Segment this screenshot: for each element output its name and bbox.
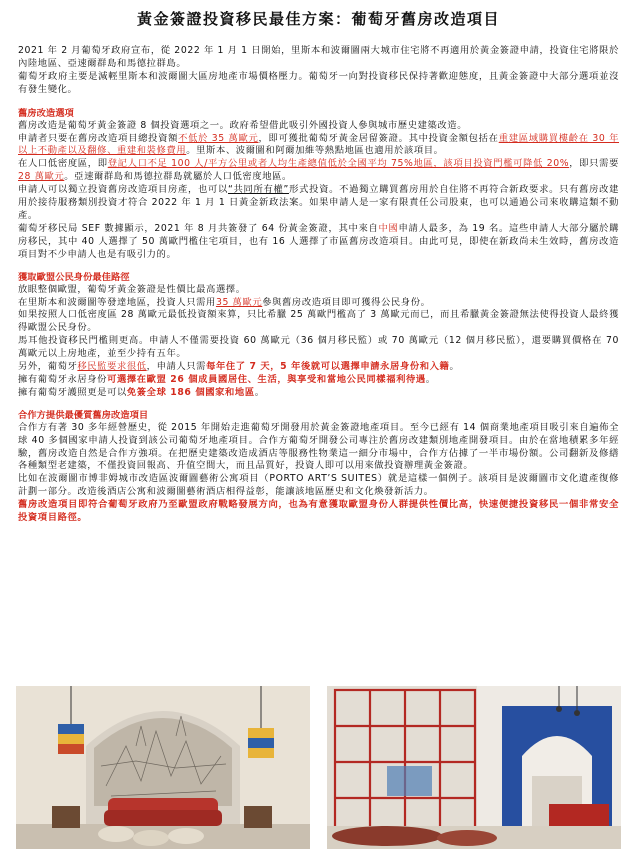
s2-line-5: 另外，葡萄牙移民監要求很低，申請人只需每年住了 7 天，5 年後就可以選擇申請永居身份和入籍。 xyxy=(18,361,460,373)
highlight-280k: 28 萬歐元 xyxy=(18,171,65,183)
spacer xyxy=(18,262,619,271)
highlight-co-ownership: “共同所有權” xyxy=(228,184,289,196)
highlight-residency-low: 移民監要求很低 xyxy=(77,361,147,373)
s2-line-4: 馬耳他投資移民門檻則更高。申請人不僅需要投資 60 萬歐元（36 個月移民監）或 70 萬歐元（12 個月移民監），還要購買價格在 70 萬歐元以上房地產，並至少持有五年。 xyxy=(18,335,619,360)
spacer xyxy=(18,97,619,107)
highlight-low-density: 登記人口不足 100 人/平方公里或者人均生產總值低於全國平均 75%地區，該項目投資門檻可降低 20% xyxy=(107,158,570,170)
highlight-china: 中國 xyxy=(378,222,399,234)
s1-paragraph-2: 申請者只要在舊房改造項目總投資額不低於 35 萬歐元，即可獲批葡萄牙黃金居留簽證。其中投資金額包括在重建區域購買樓齡在 30 年以上不動產以及翻修、重建和裝修費用。里斯本、波爾圖和阿爾加維等熱點地區也適用於該項目。 xyxy=(18,132,620,157)
s1-paragraph-4: 申請人可以獨立投資舊房改造項目房產，也可以“共同所有權”形式投資。不過獨立購買舊房用於自住將不再符合新政要求。只有舊房改建用於接待服務類別投資才符合 2022 年 1 月 1 日黃金新政法案。如果申請人是一家有限責任公司股東，也可以通過公司來收購這類不動產。 xyxy=(18,184,619,221)
page-title: 黃金簽證投資移民最佳方案：葡萄牙舊房改造項目 xyxy=(136,10,500,28)
spacer xyxy=(18,400,619,409)
highlight-7-days: 每年住了 7 天，5 年後就可以選擇申請永居身份和入籍 xyxy=(206,361,450,373)
intro-paragraph-2: 葡萄牙政府主要是減輕里斯本和波爾圖大區房地產市場價格壓力。葡萄牙一向對投資移民保持著歡迎態度，且黃金簽證中大部分選項並沒有發生變化。 xyxy=(18,70,619,95)
s1-paragraph-5: 葡萄牙移民局 SEF 數據顯示，2021 年 8 月共簽發了 64 份黃金簽證，其中來自中國申請人最多，為 19 名。這些申請人大部分屬於購房移民，其中 40 人選擇了 50 萬歐門檻住宅項目，也有 16 人選擇了市區舊房改造項目。由此可見，即使在新政尚未生效時，舊房改造項目對不少申請人也是有吸引力的。 xyxy=(18,222,619,260)
s2-line-2: 在里斯本和波爾圖等發達地區，投資人只需用35 萬歐元參與舊房改造項目即可獲得公民身份。 xyxy=(18,296,431,308)
s2-line-7: 擁有葡萄牙護照更是可以免簽全球 186 個國家和地區。 xyxy=(18,386,265,398)
s3-paragraph-1: 合作方有著 30 多年經營歷史，從 2015 年開始走進葡萄牙開發用於黃金簽證地產項目。至今已經有 14 個商業地產項目吸引來自遍佈全球 40 多個國家申請人投資到該公司葡萄牙地產項目。合作方葡萄牙開發公司專注於舊房改建類別地產開發項目。由於在當地積累多年經驗，舊房改造自然是合作方強項。在把歷史建築改造成酒店等服務性物業這一細分市場中，合作方佔據了一半市場份額。公司翻新及修繕各種類型老建築，不僅投資回報高、升值空間大，而且品質好，投資人即可以用來做投資辦理黃金簽證。 xyxy=(18,421,619,472)
intro-paragraph-1: 2021 年 2 月葡萄牙政府宣布，從 2022 年 1 月 1 日開始，里斯本和波爾圖兩大城市住宅將不再適用於黃金簽證申請，投資住宅將限於內陸地區、亞速爾群島和馬德拉群島。 xyxy=(18,45,619,69)
s1-paragraph-3: 在人口低密度區，即登記人口不足 100 人/平方公里或者人均生產總值低於全國平均 75%地區，該項目投資門檻可降低 20%，即只需要28 萬歐元。亞速爾群島和馬德拉群島就屬於人口低密度地區。 xyxy=(18,158,619,183)
highlight-investment-scope: 重建區域購買樓齡在 30 年以上不動產以及翻修、重建和裝修費用 xyxy=(18,132,620,157)
s3-paragraph-2: 比如在波爾圖市博非姆城市改造區波爾圖藝術公寓項目（PORTO ART’S SUITES）就是這樣一個例子。該項目是波爾圖市文化遺產復修計劃一部分。改造後酒店公寓和波爾圖藝術酒店相得益彰，能讓該地區歷史和文化煥發新活力。 xyxy=(18,473,619,498)
s1-paragraph-1: 舊房改造是葡萄牙黃金簽證 8 個投資選項之一。政府希望借此吸引外國投資人參與城市歷史建築改造。 xyxy=(18,119,468,131)
section-heading-renovation: 舊房改造選項 xyxy=(18,107,74,119)
section-heading-partner: 合作方提供最優質舊房改造項目 xyxy=(18,409,149,421)
s2-line-6: 擁有葡萄牙永居身份可選擇在歐盟 26 個成員國居住、生活，與享受和當地公民同樣福利待遇。 xyxy=(18,373,436,385)
highlight-eu-26: 可選擇在歐盟 26 個成員國居住、生活，與享受和當地公民同樣福利待遇 xyxy=(107,373,426,385)
highlight-350k: 35 萬歐元 xyxy=(215,296,263,308)
s3-paragraph-3: 舊房改造項目即符合葡萄牙政府乃至歐盟政府戰略發展方向，也為有意獲取歐盟身份人群提供性價比高，快速便捷投資移民一個非常安全投資項目路徑。 xyxy=(18,499,619,524)
section-heading-eu-citizenship: 獲取歐盟公民身份最佳路徑 xyxy=(18,271,130,283)
s2-line-3: 如果按照人口低密度區 28 萬歐元最低投資額來算，只比希臘 25 萬歐門檻高了 3 萬歐元而已，而且希臘黃金簽證無法使得投資人最終獲得歐盟公民身份。 xyxy=(18,309,619,334)
lobby-photo-left xyxy=(16,686,310,849)
highlight-visa-free: 免簽全球 186 個國家和地區 xyxy=(126,386,255,398)
lobby-photo-right xyxy=(327,686,621,849)
s2-line-1: 放眼整個歐盟，葡萄牙黃金簽證是性價比最高選擇。 xyxy=(18,283,246,295)
photo-row xyxy=(16,686,621,849)
highlight-min-investment: 不低於 35 萬歐元 xyxy=(178,132,259,144)
